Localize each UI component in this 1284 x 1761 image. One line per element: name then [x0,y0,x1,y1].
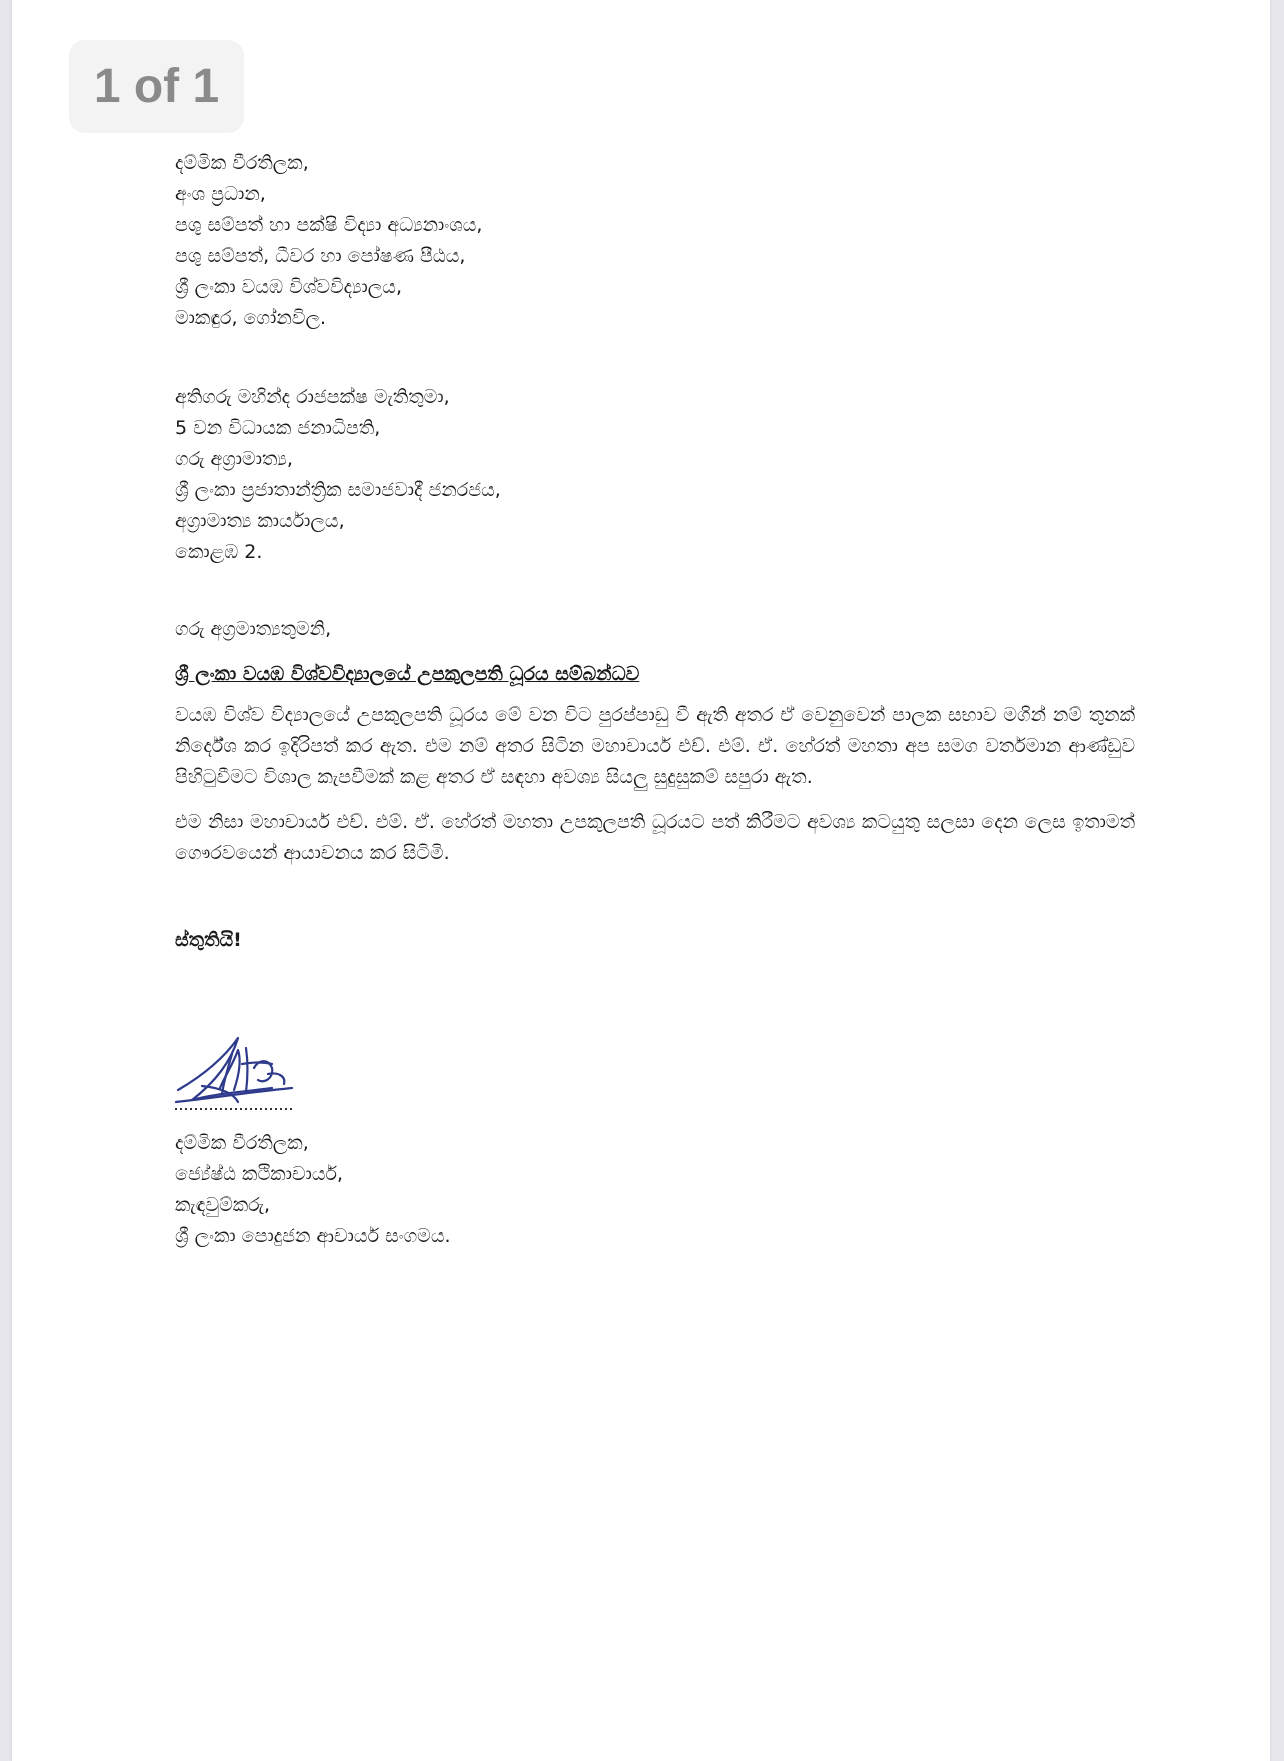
signatory-block [175,1128,451,1252]
signature-dotted-line [175,1104,295,1114]
sender-address [175,148,1135,334]
salutation: ගරු අග්‍රමාත්‍යතුමනි, [175,618,332,640]
sender-line: ශ්‍රී ලංකා වයඹ විශ්වවිද්‍යාලය, [175,276,403,298]
recipient-line: අග්‍රාමාත්‍ය කාර්යාලය, [175,510,345,532]
recipient-line: අතිගරු මහින්ද රාජපක්ෂ මැතිතුමා, [175,386,450,408]
recipient-line: 5 වන විධායක ජනාධිපති, [175,417,381,439]
sender-line: මාකඳුර, ගෝනවිල. [175,307,326,329]
recipient-line: ශ්‍රී ලංකා ප්‍රජාතාන්ත්‍රික සමාජවාදී ජනරජය, [175,479,501,501]
letter-body [175,148,1135,956]
body-paragraph-2: එම නිසා මහාචාර්ය එච්. එම්. ඒ. හේරත් මහතා උපකුලපති ධූරයට පත් කිරීමට අවශ්‍ය කටයුතු සලසා දෙන ලෙස ඉතාමත් ගෞරවයෙන් ආයාචනය කර සිටිමි. [175,811,1135,864]
sender-line: දම්මික වීරතිලක, [175,152,309,174]
document-page [12,0,1270,1761]
recipient-address [175,382,1135,568]
sender-line: අංශ ප්‍රධාන, [175,183,266,205]
recipient-line: කොළඹ 2. [175,541,263,563]
body-paragraph-1: වයඹ විශ්ව විද්‍යාලයේ උපකුලපති ධූරය මේ වන විට පුරප්පාඩු වී ඇති අතර ඒ වෙනුවෙන් පාලක සභාව මගින් නම් තුනක් නිර්දේශ කර ඉදිරිපත් කර ඇත. එම නම් අතර සිටින මහාචාර්ය එච්. එම්. ඒ. හේරත් මහතා අප සමග වර්තමාන ආණ්ඩුව පිහිටුවීමට විශාල කැපවීමක් කළ අතර ඒ සඳහා අවශ්‍ය සියලු සුදුසුකම් සපුරා ඇත. [175,704,1135,788]
page-indicator: 1 of 1 [69,40,244,133]
recipient-line: ගරු අග්‍රාමාත්‍ය, [175,448,293,470]
signatory-line: දම්මික වීරතිලක, [175,1132,309,1154]
letter-subject: ශ්‍රී ලංකා වයඹ විශ්වවිද්‍යාලයේ උපකුලපති ධූරය සම්බන්ධව [175,663,640,685]
signatory-line: ජ්‍යේෂ්ඨ කථිකාචාර්ය, [175,1163,344,1185]
signature-image [172,1028,312,1116]
sender-line: පශු සම්පත් හා පක්ෂි විද්‍යා අධ්‍යනාංශය, [175,214,483,236]
signatory-line: කැඳවුම්කරු, [175,1194,271,1216]
sender-line: පශු සම්පත්, ධීවර හා පෝෂණ පීඨය, [175,245,466,267]
signatory-line: ශ්‍රී ලංකා පොදුජන ආචාර්ය සංගමය. [175,1225,451,1247]
closing: ස්තුතියි! [175,929,242,951]
